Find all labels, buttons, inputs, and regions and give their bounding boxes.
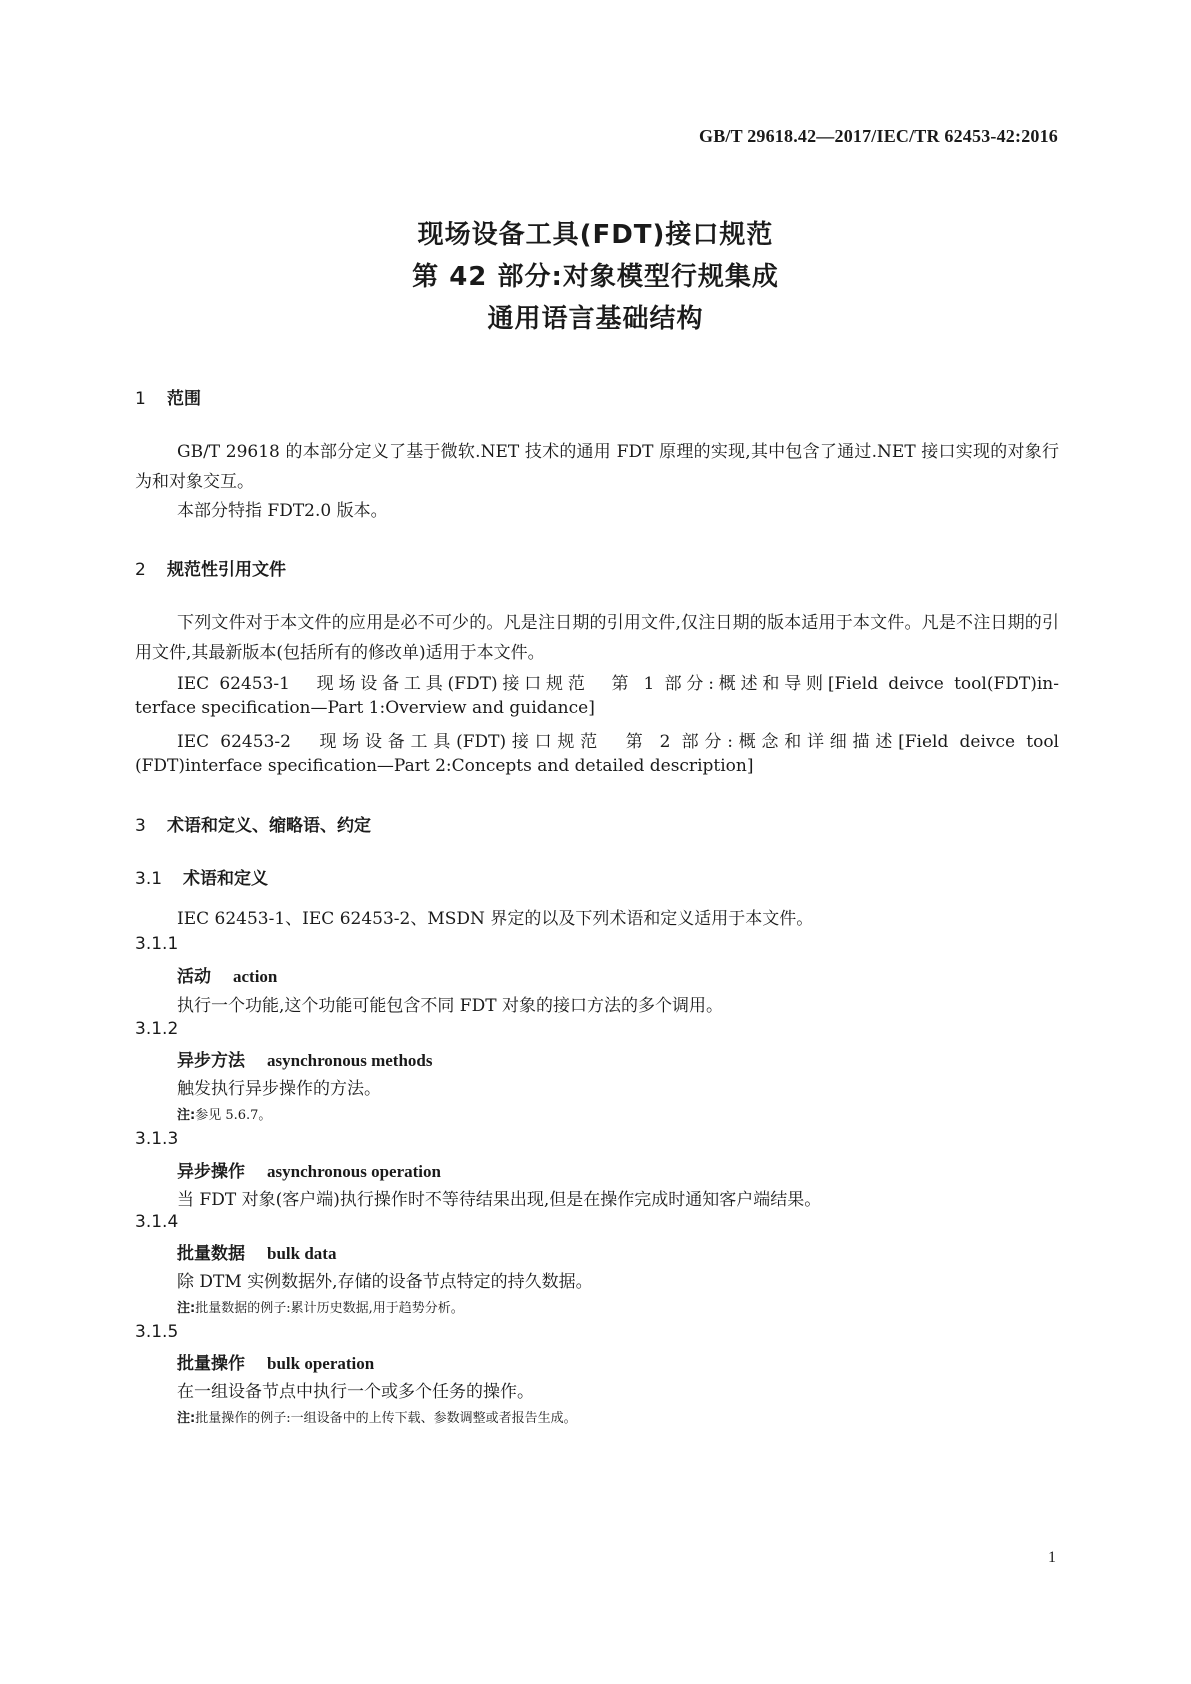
document-title-line-1: 现场设备工具(FDT)接口规范 xyxy=(417,220,774,250)
term-en: asynchronous operation xyxy=(267,1162,441,1181)
term-en: action xyxy=(233,967,278,986)
section-2-number: 2 xyxy=(135,560,146,580)
subsection-3-1-heading xyxy=(135,864,268,889)
note-label: 注: xyxy=(177,1108,196,1123)
term-zh: 异步操作 xyxy=(177,1162,245,1182)
section-1-number: 1 xyxy=(135,389,146,409)
section-3-title: 术语和定义、缩略语、约定 xyxy=(167,816,371,836)
section-2-heading xyxy=(135,555,286,580)
subsection-3-1-title: 术语和定义 xyxy=(183,869,268,889)
term-note xyxy=(177,1104,271,1123)
subsection-3-1-number: 3.1 xyxy=(135,869,163,889)
section-1-paragraph-2: 本部分特指 FDT2.0 版本。 xyxy=(177,501,388,521)
term-number: 3.1.4 xyxy=(135,1212,179,1232)
term-zh: 活动 xyxy=(177,967,211,987)
note-text: 批量操作的例子:一组设备中的上传下载、参数调整或者报告生成。 xyxy=(195,1411,577,1426)
term-zh: 批量数据 xyxy=(177,1244,245,1264)
section-2-paragraph-1: 下列文件对于本文件的应用是必不可少的。凡是注日期的引用文件,仅注日期的版本适用于本文件。凡是不注日期的引用文件,其最新版本(包括所有的修改单)适用于本文件。 xyxy=(135,613,1059,663)
reference-iec-62453-1-line-2: terface specification—Part 1:Overview and guidance] xyxy=(135,698,595,718)
document-title-line-3: 通用语言基础结构 xyxy=(487,304,704,334)
term-en: bulk data xyxy=(267,1244,337,1263)
term-en: asynchronous methods xyxy=(267,1051,433,1070)
note-label: 注: xyxy=(177,1411,196,1426)
term-definition: 触发执行异步操作的方法。 xyxy=(177,1079,381,1099)
section-3-number: 3 xyxy=(135,816,146,836)
term-number: 3.1.1 xyxy=(135,934,179,954)
note-text: 批量数据的例子:累计历史数据,用于趋势分析。 xyxy=(195,1301,464,1316)
term-number: 3.1.5 xyxy=(135,1322,179,1342)
standard-code: GB/T 29618.42—2017/IEC/TR 62453-42:2016 xyxy=(699,126,1058,146)
term-heading xyxy=(177,1157,441,1182)
term-note xyxy=(177,1297,464,1316)
term-heading xyxy=(177,962,277,987)
term-zh: 异步方法 xyxy=(177,1051,245,1071)
terms-intro: IEC 62453-1、IEC 62453-2、MSDN 界定的以及下列术语和定义适用于本文件。 xyxy=(177,909,814,929)
page-number: 1 xyxy=(1048,1549,1056,1566)
section-1-paragraph-1: GB/T 29618 的本部分定义了基于微软.NET 技术的通用 FDT 原理的实现,其中包含了通过.NET 接口实现的对象行为和对象交互。 xyxy=(135,442,1059,492)
term-en: bulk operation xyxy=(267,1354,375,1373)
reference-iec-62453-2-line-1: IEC 62453-2 现场设备工具(FDT)接口规范 第 2 部分:概念和详细描述[Field deivce tool xyxy=(177,732,1059,752)
term-zh: 批量操作 xyxy=(177,1354,245,1374)
note-text: 参见 5.6.7。 xyxy=(195,1108,272,1123)
term-heading xyxy=(177,1349,374,1374)
term-definition: 执行一个功能,这个功能可能包含不同 FDT 对象的接口方法的多个调用。 xyxy=(177,996,723,1016)
term-number: 3.1.3 xyxy=(135,1129,179,1149)
term-number: 3.1.2 xyxy=(135,1019,179,1039)
reference-iec-62453-1-line-1: IEC 62453-1 现场设备工具(FDT)接口规范 第 1 部分:概述和导则[Field deivce tool(FDT)in- xyxy=(177,674,1059,694)
term-definition: 当 FDT 对象(客户端)执行操作时不等待结果出现,但是在操作完成时通知客户端结果。 xyxy=(177,1190,822,1210)
term-heading xyxy=(177,1239,336,1264)
document-title-line-2: 第 42 部分:对象模型行规集成 xyxy=(412,262,779,292)
term-definition: 在一组设备节点中执行一个或多个任务的操作。 xyxy=(177,1382,534,1402)
section-1-title: 范围 xyxy=(167,389,201,409)
note-label: 注: xyxy=(177,1301,196,1316)
term-heading xyxy=(177,1046,432,1071)
section-3-heading xyxy=(135,811,371,836)
section-1-heading xyxy=(135,384,201,409)
term-definition: 除 DTM 实例数据外,存储的设备节点特定的持久数据。 xyxy=(177,1272,593,1292)
reference-iec-62453-2-line-2: (FDT)interface specification—Part 2:Concepts and detailed description] xyxy=(135,756,754,776)
section-2-title: 规范性引用文件 xyxy=(167,560,286,580)
term-note xyxy=(177,1407,577,1426)
